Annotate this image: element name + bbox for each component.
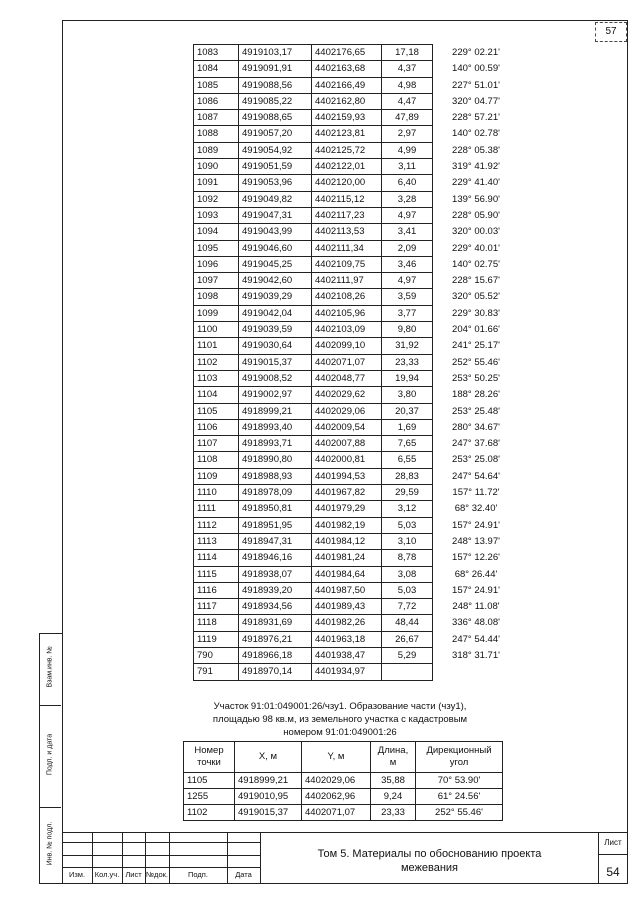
coord-angle: 336° 48.08' [452, 617, 500, 629]
coord-y: 4402071,07 [312, 354, 382, 370]
t2-header-length-line1: Длина, [377, 745, 409, 756]
coord-point: 1114 [194, 550, 239, 566]
t2-x: 4918999,21 [235, 773, 302, 789]
coord-length: 3,08 [382, 566, 433, 582]
coord-x: 4919057,20 [239, 126, 312, 142]
coord-length: 4,47 [382, 93, 433, 109]
coord-y: 4401987,50 [312, 582, 382, 598]
coord-x: 4919103,17 [239, 45, 312, 61]
sheet-label: Лист [604, 838, 622, 847]
tb-ndok: №док. [146, 870, 168, 879]
coord-point: 1116 [194, 582, 239, 598]
coord-length [382, 664, 433, 680]
document-title-line2: межевания [400, 862, 459, 874]
coord-y: 4401994,53 [312, 468, 382, 484]
coord-point: 1088 [194, 126, 239, 142]
coord-row [194, 142, 520, 158]
coord-length: 3,28 [382, 191, 433, 207]
t2-x: 4919015,37 [235, 805, 302, 821]
t2-header-x: X, м [235, 742, 302, 773]
coord-y: 4402111,97 [312, 273, 382, 289]
coord-angle: 227° 51.01' [452, 79, 500, 91]
coord-point: 1107 [194, 436, 239, 452]
coord-point: 1113 [194, 533, 239, 549]
section-line-2: площадью 98 кв.м, из земельного участка с кадастровым [212, 714, 468, 725]
coord-angle: 319° 41.92' [452, 161, 500, 173]
coord-angle: 229° 30.83' [452, 307, 500, 319]
coord-length: 4,37 [382, 61, 433, 77]
coord-x: 4919054,92 [239, 142, 312, 158]
coord-row [194, 305, 520, 321]
coord-point: 1112 [194, 517, 239, 533]
coord-y: 4402103,09 [312, 322, 382, 338]
coord-row [194, 175, 520, 191]
t2-header-y: Y, м [302, 742, 371, 773]
coord-point: 1100 [194, 322, 239, 338]
coord-row [194, 501, 520, 517]
coord-row [194, 370, 520, 386]
coord-length: 20,37 [382, 403, 433, 419]
coord-length: 3,59 [382, 289, 433, 305]
coord-point: 1096 [194, 256, 239, 272]
coord-x: 4919049,82 [239, 191, 312, 207]
coord-length: 4,97 [382, 273, 433, 289]
coord-x: 4918993,71 [239, 436, 312, 452]
coord-point: 1119 [194, 631, 239, 647]
coord-y: 4402117,23 [312, 207, 382, 223]
t2-header-point-line1: Номер [194, 745, 224, 756]
coord-row [194, 354, 520, 370]
coord-row [194, 403, 520, 419]
vzam-inv-label: Взам.инв. № [46, 646, 54, 688]
coord-row [194, 647, 520, 663]
coord-length: 3,11 [382, 159, 433, 175]
coord-length: 5,29 [382, 647, 433, 663]
coord-length: 5,03 [382, 582, 433, 598]
t2-point: 1105 [184, 773, 235, 789]
coord-angle: 228° 05.38' [452, 144, 500, 156]
coord-angle: 320° 05.52' [452, 291, 500, 303]
coord-point: 1089 [194, 142, 239, 158]
coord-y: 4402162,80 [312, 93, 382, 109]
coord-y: 4402159,93 [312, 110, 382, 126]
coord-x: 4919002,97 [239, 387, 312, 403]
coord-y: 4402048,77 [312, 370, 382, 386]
coord-y: 4402009,54 [312, 419, 382, 435]
coord-row [194, 338, 520, 354]
t2-length: 9,24 [371, 789, 416, 805]
coord-y: 4402099,10 [312, 338, 382, 354]
coord-x: 4919030,64 [239, 338, 312, 354]
coord-y: 4402007,88 [312, 436, 382, 452]
t2-y: 4402071,07 [302, 805, 371, 821]
coord-point: 1108 [194, 452, 239, 468]
coordinates-table [193, 44, 520, 681]
document-title-line1: Том 5. Материалы по обоснованию проекта [317, 848, 542, 860]
coord-x: 4919039,29 [239, 289, 312, 305]
coord-point: 1097 [194, 273, 239, 289]
coord-length: 8,78 [382, 550, 433, 566]
coord-angle [433, 664, 520, 680]
coord-angle: 157° 24.91' [452, 584, 500, 596]
coord-point: 1085 [194, 77, 239, 93]
coord-point: 1095 [194, 240, 239, 256]
t2-header-length [371, 742, 416, 773]
t2-y: 4402029,06 [302, 773, 371, 789]
coord-row [194, 599, 520, 615]
coord-x: 4918950,81 [239, 501, 312, 517]
coord-x: 4919008,52 [239, 370, 312, 386]
coord-angle: 320° 04.77' [452, 95, 500, 107]
coord-y: 4402120,00 [312, 175, 382, 191]
coord-row [194, 419, 520, 435]
t2-x: 4919010,95 [235, 789, 302, 805]
coord-point: 1110 [194, 485, 239, 501]
section-line-1: Участок 91:01:049001:26/чзу1. Образование части (чзу1), [213, 701, 467, 712]
coord-y: 4401934,97 [312, 664, 382, 680]
t2-angle: 70° 53.90' [416, 773, 503, 789]
coord-point: 790 [194, 647, 239, 663]
t2-header-point-line2: точки [197, 757, 221, 768]
coord-x: 4919091,91 [239, 61, 312, 77]
t2-angle: 61° 24.56' [416, 789, 503, 805]
coord-row [194, 207, 520, 223]
coord-y: 4402123,81 [312, 126, 382, 142]
coord-angle: 188° 28.26' [452, 389, 500, 401]
coord-length: 4,98 [382, 77, 433, 93]
coord-x: 4918938,07 [239, 566, 312, 582]
coord-angle: 252° 55.46' [452, 356, 500, 368]
coord-angle: 247° 54.44' [452, 633, 500, 645]
coord-length: 2,09 [382, 240, 433, 256]
coord-y: 4401963,18 [312, 631, 382, 647]
coord-row [194, 159, 520, 175]
t2-length: 35,88 [371, 773, 416, 789]
coord-length: 4,97 [382, 207, 433, 223]
coord-y: 4402125,72 [312, 142, 382, 158]
coord-row [194, 77, 520, 93]
coord-y: 4401982,26 [312, 615, 382, 631]
coord-x: 4919051,59 [239, 159, 312, 175]
coord-angle: 229° 40.01' [452, 242, 500, 254]
coord-angle: 228° 15.67' [452, 275, 500, 287]
coord-point: 1087 [194, 110, 239, 126]
coord-point: 1118 [194, 615, 239, 631]
document-title [267, 847, 592, 875]
coord-x: 4918988,93 [239, 468, 312, 484]
coord-length: 26,67 [382, 631, 433, 647]
coord-length: 29,59 [382, 485, 433, 501]
coord-row [194, 566, 520, 582]
coord-row [194, 517, 520, 533]
coord-angle: 247° 37.68' [452, 438, 500, 450]
coord-x: 4918934,56 [239, 599, 312, 615]
coord-row [194, 582, 520, 598]
coord-angle: 139° 56.90' [452, 193, 500, 205]
inv-podl-label: Инв. № подл. [46, 821, 54, 866]
coord-row [194, 45, 520, 61]
coord-row [194, 289, 520, 305]
coord-length: 3,77 [382, 305, 433, 321]
t2-point: 1102 [184, 805, 235, 821]
coord-row [194, 110, 520, 126]
coord-y: 4401938,47 [312, 647, 382, 663]
coord-row [194, 61, 520, 77]
coord-angle: 247° 54.64' [452, 470, 500, 482]
t2-header-point [184, 742, 235, 773]
coord-point: 1093 [194, 207, 239, 223]
coord-y: 4402108,26 [312, 289, 382, 305]
coord-y: 4401982,19 [312, 517, 382, 533]
t2-row [184, 805, 503, 821]
coord-row [194, 468, 520, 484]
coord-point: 1098 [194, 289, 239, 305]
coord-row [194, 550, 520, 566]
coord-y: 4401989,43 [312, 599, 382, 615]
coord-length: 47,89 [382, 110, 433, 126]
t2-length: 23,33 [371, 805, 416, 821]
coord-length: 5,03 [382, 517, 433, 533]
coord-length: 48,44 [382, 615, 433, 631]
coord-point: 1104 [194, 387, 239, 403]
coord-row [194, 93, 520, 109]
coord-row [194, 452, 520, 468]
t2-header-direction-line1: Дирекционный [426, 745, 492, 756]
coord-point: 1117 [194, 599, 239, 615]
coord-length: 3,46 [382, 256, 433, 272]
coord-angle: 228° 05.90' [452, 209, 500, 221]
left-margin-strip [39, 633, 62, 884]
coord-x: 4918999,21 [239, 403, 312, 419]
coord-angle: 241° 25.17' [452, 340, 500, 352]
coord-point: 1099 [194, 305, 239, 321]
coord-x: 4919047,31 [239, 207, 312, 223]
coord-x: 4919046,60 [239, 240, 312, 256]
coord-y: 4401984,12 [312, 533, 382, 549]
coord-y: 4402029,62 [312, 387, 382, 403]
coord-length: 3,80 [382, 387, 433, 403]
coord-angle: 228° 57.21' [452, 112, 500, 124]
t2-angle: 252° 55.46' [416, 805, 503, 821]
coord-angle: 204° 01.66' [452, 324, 500, 336]
coord-x: 4919045,25 [239, 256, 312, 272]
coord-row [194, 533, 520, 549]
t2-header-direction-line2: угол [449, 757, 469, 768]
coord-y: 4402122,01 [312, 159, 382, 175]
coord-x: 4918993,40 [239, 419, 312, 435]
coord-x: 4919085,22 [239, 93, 312, 109]
coord-angle: 253° 25.08' [452, 454, 500, 466]
coord-length: 2,97 [382, 126, 433, 142]
coord-y: 4402115,12 [312, 191, 382, 207]
coord-length: 28,83 [382, 468, 433, 484]
tb-data: Дата [235, 870, 252, 879]
coord-angle: 253° 25.48' [452, 405, 500, 417]
coord-point: 1109 [194, 468, 239, 484]
coord-row [194, 615, 520, 631]
coord-length: 3,10 [382, 533, 433, 549]
coord-y: 4401984,64 [312, 566, 382, 582]
coord-y: 4402163,68 [312, 61, 382, 77]
coord-x: 4918976,21 [239, 631, 312, 647]
tb-podp: Подп. [188, 870, 208, 879]
coord-x: 4919042,04 [239, 305, 312, 321]
section-description [160, 700, 520, 739]
t2-header-length-line2: м [389, 757, 397, 768]
coord-length: 3,41 [382, 224, 433, 240]
coord-y: 4402105,96 [312, 305, 382, 321]
t2-row [184, 773, 503, 789]
coord-row [194, 485, 520, 501]
coord-row [194, 631, 520, 647]
coord-point: 1086 [194, 93, 239, 109]
coord-x: 4918970,14 [239, 664, 312, 680]
tb-koluch: Кол.уч. [94, 870, 120, 879]
coord-y: 4402109,75 [312, 256, 382, 272]
coord-x: 4918931,69 [239, 615, 312, 631]
coord-row [194, 224, 520, 240]
coord-length: 7,65 [382, 436, 433, 452]
coord-length: 1,69 [382, 419, 433, 435]
coord-row [194, 664, 520, 680]
coord-point: 1111 [194, 501, 239, 517]
coord-point: 1094 [194, 224, 239, 240]
coord-point: 1101 [194, 338, 239, 354]
coord-x: 4918947,31 [239, 533, 312, 549]
coord-x: 4919042,60 [239, 273, 312, 289]
coord-angle: 68° 26.44' [454, 568, 498, 580]
coord-x: 4919053,96 [239, 175, 312, 191]
coord-row [194, 256, 520, 272]
coord-point: 1115 [194, 566, 239, 582]
coord-x: 4918978,09 [239, 485, 312, 501]
coord-point: 791 [194, 664, 239, 680]
coord-row [194, 273, 520, 289]
coord-length: 6,55 [382, 452, 433, 468]
coord-angle: 140° 02.75' [452, 258, 500, 270]
coord-row [194, 436, 520, 452]
coord-length: 4,99 [382, 142, 433, 158]
sheet-number: 54 [606, 865, 620, 879]
coord-x: 4918966,18 [239, 647, 312, 663]
coord-angle: 157° 11.72' [452, 487, 500, 499]
coord-x: 4919039,59 [239, 322, 312, 338]
coord-length: 17,18 [382, 45, 433, 61]
coord-point: 1105 [194, 403, 239, 419]
coord-x: 4918990,80 [239, 452, 312, 468]
coord-angle: 68° 32.40' [454, 503, 498, 515]
t2-y: 4402062,96 [302, 789, 371, 805]
coord-length: 3,12 [382, 501, 433, 517]
coord-x: 4918939,20 [239, 582, 312, 598]
coord-x: 4918946,16 [239, 550, 312, 566]
t2-point: 1255 [184, 789, 235, 805]
coord-angle: 248° 11.08' [452, 601, 500, 613]
coord-point: 1103 [194, 370, 239, 386]
coord-point: 1106 [194, 419, 239, 435]
coord-row [194, 126, 520, 142]
coord-length: 23,33 [382, 354, 433, 370]
coord-point: 1083 [194, 45, 239, 61]
coord-x: 4919088,56 [239, 77, 312, 93]
coord-x: 4919088,65 [239, 110, 312, 126]
coord-x: 4919043,99 [239, 224, 312, 240]
coord-angle: 253° 50.25' [452, 372, 500, 384]
coord-length: 6,40 [382, 175, 433, 191]
coord-y: 4401979,29 [312, 501, 382, 517]
coord-point: 1090 [194, 159, 239, 175]
coord-angle: 280° 34.67' [452, 421, 500, 433]
coord-point: 1092 [194, 191, 239, 207]
section-line-3: номером 91:01:049001:26 [283, 727, 397, 738]
coord-y: 4402176,65 [312, 45, 382, 61]
coord-point: 1084 [194, 61, 239, 77]
coord-length: 19,94 [382, 370, 433, 386]
podp-data-label: Подп. и дата [46, 733, 54, 776]
strip-inv-cell [40, 808, 61, 883]
coord-row [194, 240, 520, 256]
t2-header-direction [416, 742, 503, 773]
coord-angle: 248° 13.97' [452, 535, 500, 547]
coord-x: 4918951,95 [239, 517, 312, 533]
coord-y: 4402166,49 [312, 77, 382, 93]
coord-row [194, 322, 520, 338]
title-block [62, 832, 628, 884]
coord-y: 4401981,24 [312, 550, 382, 566]
coord-x: 4919015,37 [239, 354, 312, 370]
coord-angle: 140° 00.59' [452, 63, 500, 75]
coord-angle: 157° 24.91' [452, 519, 500, 531]
tb-list: Лист [125, 870, 142, 879]
coord-y: 4401967,82 [312, 485, 382, 501]
coord-angle: 157° 12.26' [452, 552, 500, 564]
coord-angle: 140° 02.78' [452, 128, 500, 140]
title-block-grid [62, 832, 260, 884]
coord-angle: 229° 02.21' [452, 47, 500, 58]
coord-angle: 318° 31.71' [452, 649, 500, 661]
section-coordinates-table [183, 741, 503, 821]
coord-point: 1102 [194, 354, 239, 370]
t2-header-row [184, 742, 503, 773]
coord-length: 9,80 [382, 322, 433, 338]
coord-y: 4402111,34 [312, 240, 382, 256]
strip-podp-cell [40, 706, 61, 808]
coord-row [194, 387, 520, 403]
coord-length: 31,92 [382, 338, 433, 354]
t2-row [184, 789, 503, 805]
coord-y: 4402113,53 [312, 224, 382, 240]
strip-vzam-cell [40, 634, 61, 706]
coord-point: 1091 [194, 175, 239, 191]
tb-izm: Изм. [68, 870, 86, 879]
coord-row [194, 191, 520, 207]
page-top-number: 57 [595, 22, 627, 42]
coord-angle: 229° 41.40' [452, 177, 500, 189]
coord-angle: 320° 00.03' [452, 226, 500, 238]
coord-y: 4402000,81 [312, 452, 382, 468]
coord-y: 4402029,06 [312, 403, 382, 419]
coord-length: 7,72 [382, 599, 433, 615]
